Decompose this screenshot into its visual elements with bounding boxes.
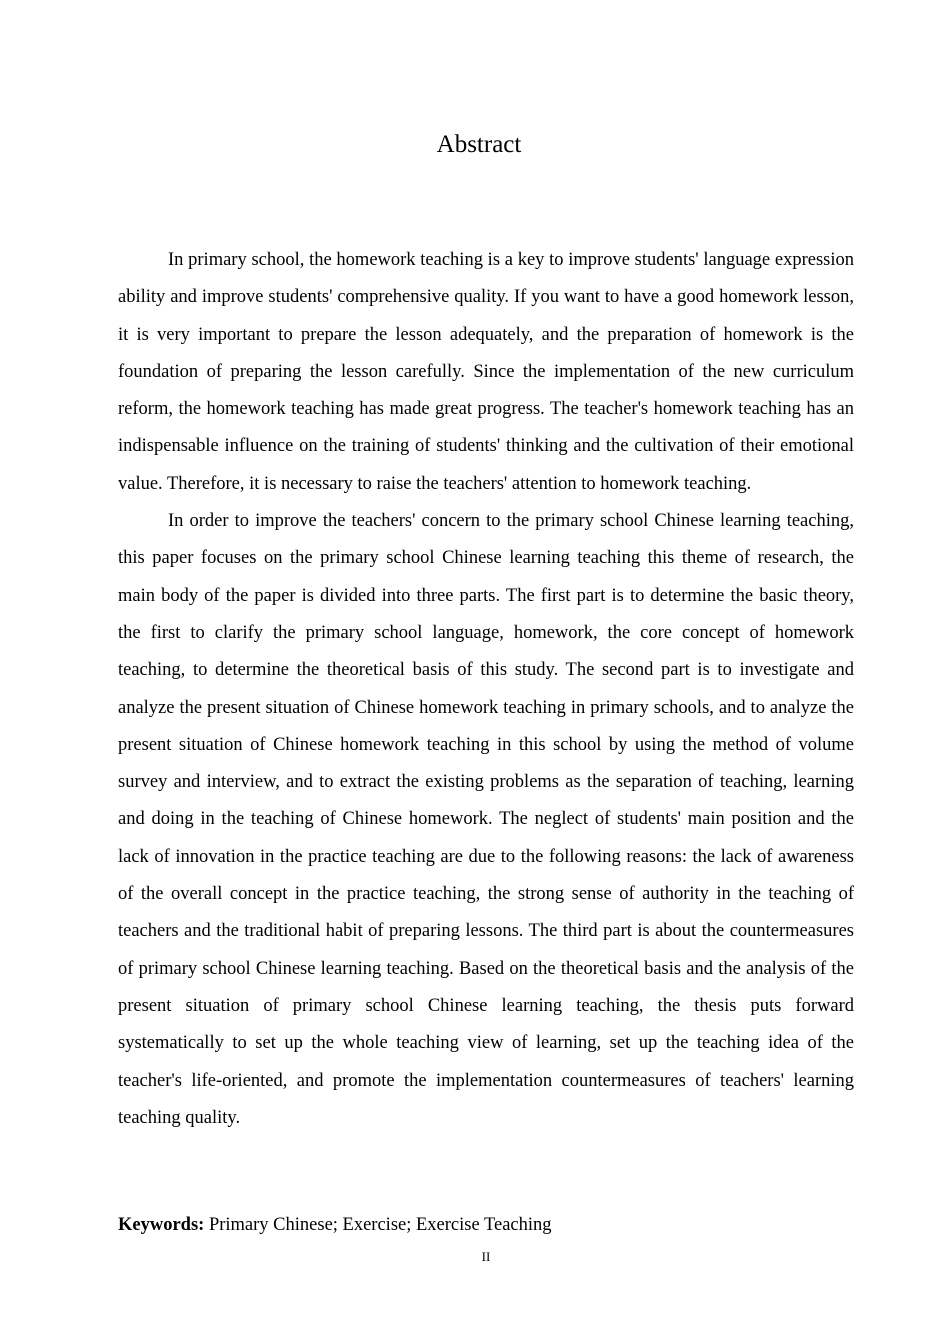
page-number: II — [481, 1249, 491, 1264]
keywords-label: Keywords: — [118, 1215, 205, 1235]
page-title: Abstract — [436, 131, 522, 158]
abstract-paragraph-1: In primary school, the homework teaching is a key to improve students' language expression ability and improve students' comprehensive quality. If you want to have a good homework lesson, it is very important to prepare the lesson adequately, and the preparation of homework is the foundation of preparing the lesson carefully. Since the implementation of the new curriculum reform, the homework teaching has made great progress. The teacher's homework teaching has an indispensable influence on the training of students' thinking and the cultivation of their emotional value. Therefore, it is necessary to raise the teachers' attention to homework teaching. — [118, 250, 854, 494]
abstract-paragraph-2: In order to improve the teachers' concern to the primary school Chinese learning teaching, this paper focuses on the primary school Chinese learning teaching this theme of research, the main body of the paper is divided into three parts. The first part is to determine the basic theory, the first to clarify the primary school language, homework, the core concept of homework teaching, to determine the theoretical basis of this study. The second part is to investigate and analyze the present situation of Chinese homework teaching in primary schools, and to analyze the present situation of Chinese homework teaching in this school by using the method of volume survey and interview, and to extract the existing problems as the separation of teaching, learning and doing in the teaching of Chinese homework. The neglect of students' main position and the lack of innovation in the practice teaching are due to the following reasons: the lack of awareness of the overall concept in the practice teaching, the strong sense of authority in the teaching of teachers and the traditional habit of preparing lessons. The third part is about the countermeasures of primary school Chinese learning teaching. Based on the theoretical basis and the analysis of the present situation of primary school Chinese learning teaching, the thesis puts forward systematically to set up the whole teaching view of learning, set up the teaching idea of the teacher's life-oriented, and promote the implementation countermeasures of teachers' learning teaching quality. — [118, 511, 854, 1128]
keywords-line — [118, 1210, 854, 1240]
keywords-value: Primary Chinese; Exercise; Exercise Teaching — [204, 1215, 552, 1235]
abstract-body — [118, 242, 854, 1137]
